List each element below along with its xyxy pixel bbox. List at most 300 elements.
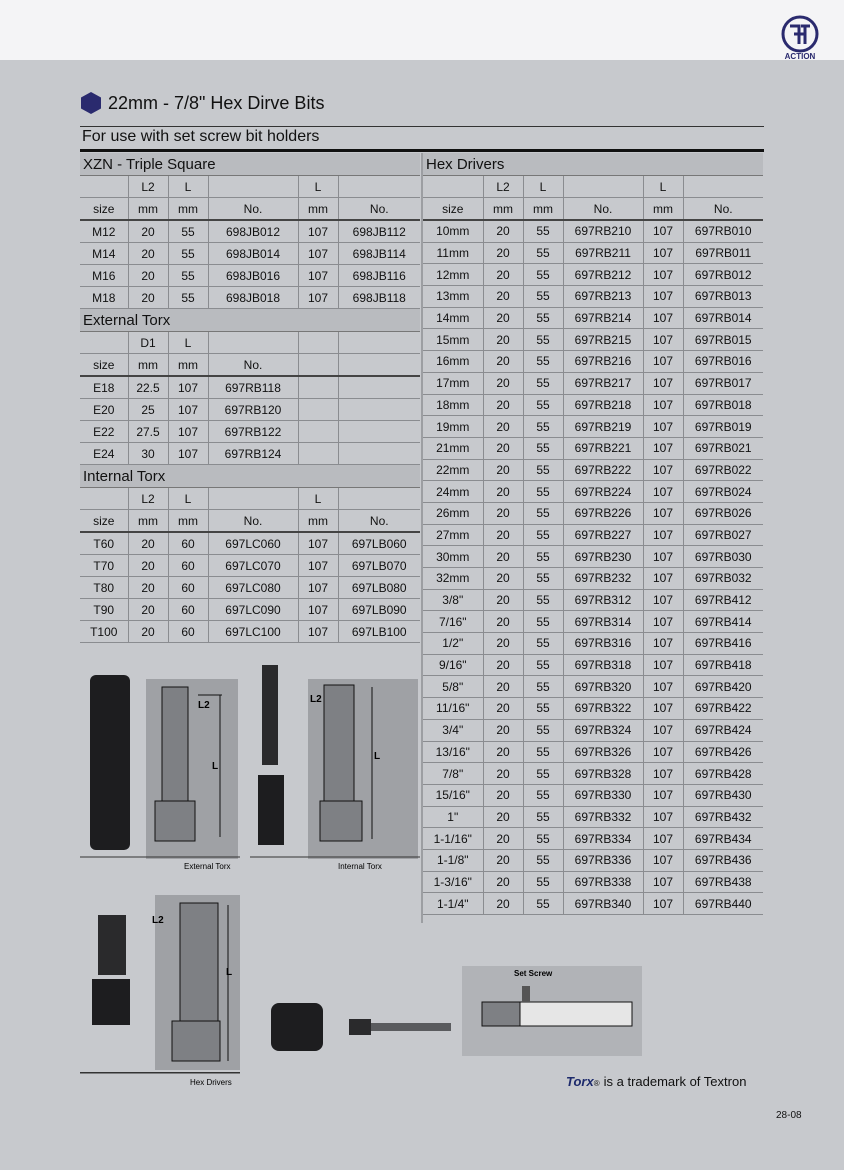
- table-cell: 55: [523, 871, 563, 893]
- table-cell: 20: [128, 577, 168, 599]
- table-row: [80, 532, 420, 555]
- table-cell: 698JB018: [208, 287, 298, 309]
- header-cell: size: [423, 198, 483, 221]
- table-cell: 107: [643, 459, 683, 481]
- trademark-text: is a trademark of Textron: [603, 1074, 747, 1089]
- dim-l2-label: L2: [310, 694, 322, 705]
- table-cell: 697RB118: [208, 376, 298, 399]
- table-cell: 697RB024: [683, 481, 763, 503]
- table-cell: 697RB022: [683, 459, 763, 481]
- table-cell: 697RB210: [563, 220, 643, 242]
- table-row: [423, 763, 763, 785]
- header-cell: mm: [128, 198, 168, 221]
- header-cell: L: [168, 176, 208, 198]
- table-cell: 697RB432: [683, 806, 763, 828]
- table-row: [80, 220, 420, 243]
- table-row: [423, 459, 763, 481]
- top-bar: [0, 0, 844, 60]
- registered-mark: ®: [593, 1079, 600, 1088]
- header-cell: mm: [168, 354, 208, 377]
- table-row: [423, 307, 763, 329]
- table-cell: 20: [483, 806, 523, 828]
- table-cell: 697RB221: [563, 437, 643, 459]
- dim-l-label: L: [374, 751, 381, 762]
- table-cell: 698JB016: [208, 265, 298, 287]
- table-cell: 697RB426: [683, 741, 763, 763]
- set-screw-label: Set Screw: [514, 969, 553, 978]
- socket-photo: [90, 675, 130, 850]
- table-cell: 20: [483, 220, 523, 242]
- table-cell: 107: [643, 416, 683, 438]
- table-header-row: [80, 332, 420, 354]
- table-cell: 697RB222: [563, 459, 643, 481]
- dim-l2-label: L2: [198, 700, 210, 711]
- subtitle: For use with set screw bit holders: [82, 128, 320, 145]
- table-row: [423, 633, 763, 655]
- table-cell: E20: [80, 399, 128, 421]
- header-cell: [208, 488, 298, 510]
- table-cell: 55: [523, 220, 563, 242]
- table-row: [423, 286, 763, 308]
- table-row: [423, 546, 763, 568]
- header-cell: size: [80, 510, 128, 533]
- table-cell: 16mm: [423, 351, 483, 373]
- table-cell: 55: [523, 242, 563, 264]
- left-tables: [80, 153, 420, 643]
- table-cell: 697RB416: [683, 633, 763, 655]
- table-cell: 20: [483, 394, 523, 416]
- table-cell: 107: [643, 611, 683, 633]
- table-cell: 698JB112: [338, 220, 420, 243]
- table-cell: 107: [643, 502, 683, 524]
- table-cell: 697RB424: [683, 719, 763, 741]
- header-cell: [423, 176, 483, 198]
- table-cell: 107: [643, 220, 683, 242]
- table-cell: 697RB226: [563, 502, 643, 524]
- table-cell: 697LC090: [208, 599, 298, 621]
- table-cell: 55: [523, 719, 563, 741]
- header-cell: [338, 176, 420, 198]
- table-cell: 20: [483, 286, 523, 308]
- page-title: 22mm - 7/8" Hex Dirve Bits: [108, 92, 325, 113]
- table-cell: 697RB213: [563, 286, 643, 308]
- table-cell: [298, 376, 338, 399]
- table-cell: 3/4": [423, 719, 483, 741]
- table-row: [423, 329, 763, 351]
- table-row: [423, 849, 763, 871]
- table-cell: 20: [483, 329, 523, 351]
- table-cell: 107: [643, 828, 683, 850]
- header-cell: [298, 354, 338, 377]
- table-cell: 697RB340: [563, 893, 643, 915]
- table-cell: 107: [643, 719, 683, 741]
- header-cell: [80, 332, 128, 354]
- header-cell: mm: [298, 198, 338, 221]
- table-cell: 55: [523, 307, 563, 329]
- table-header-row: [80, 488, 420, 510]
- table-cell: 20: [128, 621, 168, 643]
- table-cell: 20: [483, 828, 523, 850]
- table-cell: 20: [483, 589, 523, 611]
- table-row: [423, 242, 763, 264]
- table-cell: 30mm: [423, 546, 483, 568]
- table-row: [423, 871, 763, 893]
- caption-external-torx: External Torx: [184, 862, 231, 871]
- table-cell: 107: [643, 329, 683, 351]
- table-cell: 20: [128, 599, 168, 621]
- table-cell: 55: [523, 437, 563, 459]
- table-cell: 697RB122: [208, 421, 298, 443]
- table-cell: 697RB217: [563, 372, 643, 394]
- table-cell: 55: [523, 264, 563, 286]
- table-cell: E24: [80, 443, 128, 465]
- table-cell: 107: [168, 443, 208, 465]
- table-cell: 25: [128, 399, 168, 421]
- table-cell: 697RB438: [683, 871, 763, 893]
- header-cell: No.: [683, 198, 763, 221]
- right-tables: [423, 153, 763, 915]
- table-row: [423, 220, 763, 242]
- table-cell: 697RB232: [563, 568, 643, 590]
- table-cell: 107: [168, 399, 208, 421]
- table-cell: 107: [298, 577, 338, 599]
- table-cell: 697RB338: [563, 871, 643, 893]
- table-cell: 107: [643, 437, 683, 459]
- table-cell: 107: [643, 784, 683, 806]
- header-cell: No.: [208, 510, 298, 533]
- table-cell: 20: [128, 532, 168, 555]
- table-header-row: [80, 510, 420, 533]
- page-header: [80, 90, 324, 116]
- table-cell: 107: [643, 546, 683, 568]
- table-cell: 697RB322: [563, 698, 643, 720]
- table-cell: 107: [643, 481, 683, 503]
- trademark-note: [566, 1074, 746, 1089]
- table-cell: 55: [523, 611, 563, 633]
- header-cell: [208, 332, 298, 354]
- table-cell: 107: [298, 220, 338, 243]
- table-cell: 697RB318: [563, 654, 643, 676]
- table-cell: 60: [168, 621, 208, 643]
- external-torx-figure: [80, 665, 240, 875]
- table-cell: 55: [168, 220, 208, 243]
- bit-holder-photo: [265, 995, 455, 1060]
- table-row: [423, 698, 763, 720]
- table-cell: 20: [483, 437, 523, 459]
- table-cell: 698JB116: [338, 265, 420, 287]
- header-cell: L: [298, 488, 338, 510]
- table-cell: 697RB227: [563, 524, 643, 546]
- table-cell: 697RB124: [208, 443, 298, 465]
- table-cell: 20: [483, 763, 523, 785]
- table-cell: 7/16": [423, 611, 483, 633]
- header-cell: [338, 332, 420, 354]
- header-cell: No.: [338, 510, 420, 533]
- table-cell: 24mm: [423, 481, 483, 503]
- hex-table: [423, 153, 763, 915]
- table-cell: 697LB080: [338, 577, 420, 599]
- divider: [80, 1072, 240, 1073]
- table-cell: 20: [128, 555, 168, 577]
- header-cell: L: [523, 176, 563, 198]
- dim-l-label: L: [212, 761, 219, 772]
- table-cell: 10mm: [423, 220, 483, 242]
- table-cell: 20: [128, 287, 168, 309]
- table-cell: 697RB214: [563, 307, 643, 329]
- table-cell: 697RB334: [563, 828, 643, 850]
- table-cell: 107: [643, 871, 683, 893]
- header-cell: mm: [128, 354, 168, 377]
- table-cell: M18: [80, 287, 128, 309]
- table-cell: 60: [168, 599, 208, 621]
- table-cell: 18mm: [423, 394, 483, 416]
- table-cell: 697RB211: [563, 242, 643, 264]
- table-cell: 697RB414: [683, 611, 763, 633]
- table-cell: 13/16": [423, 741, 483, 763]
- table-cell: 697RB434: [683, 828, 763, 850]
- table-cell: 107: [643, 264, 683, 286]
- table-cell: 107: [168, 376, 208, 399]
- table-cell: 11mm: [423, 242, 483, 264]
- table-row: [80, 287, 420, 309]
- table-cell: 55: [523, 676, 563, 698]
- table-row: [423, 351, 763, 373]
- caption-internal-torx: Internal Torx: [338, 862, 382, 871]
- table-row: [423, 481, 763, 503]
- table-cell: 20: [483, 784, 523, 806]
- table-cell: 697RB320: [563, 676, 643, 698]
- table-row: [80, 621, 420, 643]
- set-screw-diagram: [462, 966, 642, 1056]
- table-cell: 697RB030: [683, 546, 763, 568]
- table-cell: 697RB015: [683, 329, 763, 351]
- header-cell: L2: [128, 488, 168, 510]
- header-cell: mm: [523, 198, 563, 221]
- header-cell: mm: [298, 510, 338, 533]
- table-cell: 55: [523, 546, 563, 568]
- table-cell: 20: [483, 676, 523, 698]
- table-cell: 7/8": [423, 763, 483, 785]
- int-torx-table: [80, 465, 420, 643]
- table-cell: [338, 421, 420, 443]
- table-cell: 697RB017: [683, 372, 763, 394]
- hexagon-icon: [80, 91, 102, 115]
- table-cell: 697RB021: [683, 437, 763, 459]
- table-cell: [338, 399, 420, 421]
- table-cell: 3/8": [423, 589, 483, 611]
- table-cell: 697LC060: [208, 532, 298, 555]
- table-cell: T90: [80, 599, 128, 621]
- table-cell: 20: [483, 698, 523, 720]
- table-row: [423, 502, 763, 524]
- table-cell: 697RB014: [683, 307, 763, 329]
- table-row: [423, 437, 763, 459]
- table-cell: 20: [128, 243, 168, 265]
- header-cell: No.: [563, 198, 643, 221]
- page-number: 28-08: [776, 1110, 802, 1121]
- table-cell: 107: [298, 532, 338, 555]
- table-row: [423, 828, 763, 850]
- table-cell: 20: [483, 481, 523, 503]
- table-cell: 107: [643, 351, 683, 373]
- table-cell: 20: [483, 372, 523, 394]
- header-cell: [338, 354, 420, 377]
- table-cell: 55: [523, 502, 563, 524]
- table-cell: 60: [168, 577, 208, 599]
- table-cell: 60: [168, 532, 208, 555]
- table-cell: 107: [643, 286, 683, 308]
- table-row: [423, 741, 763, 763]
- table-row: [80, 376, 420, 399]
- header-cell: L: [643, 176, 683, 198]
- table-cell: 22mm: [423, 459, 483, 481]
- header-cell: No.: [208, 354, 298, 377]
- table-row: [80, 555, 420, 577]
- header-cell: [208, 176, 298, 198]
- table-cell: [298, 421, 338, 443]
- table-cell: 20: [483, 633, 523, 655]
- table-cell: 27.5: [128, 421, 168, 443]
- table-cell: 697RB215: [563, 329, 643, 351]
- dim-l2-label: L2: [152, 915, 164, 926]
- table-row: [423, 719, 763, 741]
- table-cell: 20: [483, 502, 523, 524]
- table-cell: 55: [523, 893, 563, 915]
- torx-brand: Torx: [566, 1074, 594, 1089]
- table-cell: 55: [523, 589, 563, 611]
- hex-drivers-figure: [80, 895, 240, 1090]
- table-cell: 697RB010: [683, 220, 763, 242]
- table-cell: 32mm: [423, 568, 483, 590]
- table-cell: T70: [80, 555, 128, 577]
- table-cell: 697RB016: [683, 351, 763, 373]
- table-cell: 697RB013: [683, 286, 763, 308]
- table-cell: 697RB120: [208, 399, 298, 421]
- table-cell: 697RB027: [683, 524, 763, 546]
- table-cell: E18: [80, 376, 128, 399]
- table-cell: 697RB324: [563, 719, 643, 741]
- table-cell: 107: [643, 676, 683, 698]
- table-cell: 107: [643, 849, 683, 871]
- table-cell: 697RB212: [563, 264, 643, 286]
- table-cell: 55: [523, 633, 563, 655]
- table-cell: 1-1/16": [423, 828, 483, 850]
- table-cell: 697RB326: [563, 741, 643, 763]
- table-cell: 26mm: [423, 502, 483, 524]
- table-cell: 55: [523, 654, 563, 676]
- table-cell: 107: [643, 633, 683, 655]
- table-cell: 55: [523, 741, 563, 763]
- table-cell: 30: [128, 443, 168, 465]
- table-cell: 15mm: [423, 329, 483, 351]
- table-header-row: [423, 198, 763, 221]
- table-cell: 697RB316: [563, 633, 643, 655]
- brand-name: ACTION: [784, 52, 816, 61]
- table-cell: 107: [298, 265, 338, 287]
- table-cell: 14mm: [423, 307, 483, 329]
- header-cell: L: [298, 176, 338, 198]
- table-cell: 697RB332: [563, 806, 643, 828]
- section-title: XZN - Triple Square: [80, 153, 420, 176]
- table-cell: 20: [483, 893, 523, 915]
- section-title: Hex Drivers: [423, 153, 763, 176]
- section-title: External Torx: [80, 309, 420, 332]
- table-cell: 107: [643, 242, 683, 264]
- table-row: [423, 676, 763, 698]
- table-cell: 107: [643, 893, 683, 915]
- table-cell: 107: [643, 763, 683, 785]
- header-cell: [298, 332, 338, 354]
- table-cell: 20: [483, 568, 523, 590]
- table-cell: 107: [298, 555, 338, 577]
- table-cell: 20: [483, 524, 523, 546]
- header-cell: [338, 488, 420, 510]
- table-row: [80, 599, 420, 621]
- table-cell: 17mm: [423, 372, 483, 394]
- section-title: Internal Torx: [80, 465, 420, 488]
- table-cell: 55: [168, 287, 208, 309]
- table-cell: 107: [168, 421, 208, 443]
- table-cell: 55: [523, 806, 563, 828]
- table-cell: 55: [523, 416, 563, 438]
- table-cell: 107: [298, 287, 338, 309]
- brand-logo: [770, 14, 830, 62]
- table-cell: 697LB070: [338, 555, 420, 577]
- header-cell: mm: [128, 510, 168, 533]
- table-cell: 698JB118: [338, 287, 420, 309]
- table-cell: 697RB011: [683, 242, 763, 264]
- table-header-row: [80, 354, 420, 377]
- table-cell: 1-1/8": [423, 849, 483, 871]
- header-cell: L2: [483, 176, 523, 198]
- table-cell: 20: [483, 307, 523, 329]
- table-cell: 697LB060: [338, 532, 420, 555]
- header-cell: size: [80, 198, 128, 221]
- table-cell: 697RB430: [683, 784, 763, 806]
- table-cell: 107: [298, 243, 338, 265]
- table-cell: 55: [523, 524, 563, 546]
- table-cell: 55: [523, 763, 563, 785]
- table-cell: 20: [483, 242, 523, 264]
- table-cell: [338, 376, 420, 399]
- header-cell: No.: [338, 198, 420, 221]
- table-cell: 11/16": [423, 698, 483, 720]
- table-cell: 55: [523, 351, 563, 373]
- xzn-table: [80, 153, 420, 309]
- table-cell: 1": [423, 806, 483, 828]
- table-row: [80, 399, 420, 421]
- table-cell: 107: [643, 394, 683, 416]
- table-cell: 697RB336: [563, 849, 643, 871]
- table-cell: 107: [643, 307, 683, 329]
- table-cell: E22: [80, 421, 128, 443]
- table-cell: 1-1/4": [423, 893, 483, 915]
- table-cell: 21mm: [423, 437, 483, 459]
- table-cell: 697LC070: [208, 555, 298, 577]
- table-row: [423, 264, 763, 286]
- table-cell: 697LB090: [338, 599, 420, 621]
- table-cell: 9/16": [423, 654, 483, 676]
- table-cell: M14: [80, 243, 128, 265]
- table-cell: 697RB418: [683, 654, 763, 676]
- table-cell: T80: [80, 577, 128, 599]
- table-cell: M12: [80, 220, 128, 243]
- table-cell: 697RB224: [563, 481, 643, 503]
- table-cell: 697RB314: [563, 611, 643, 633]
- table-cell: 107: [643, 654, 683, 676]
- table-row: [423, 654, 763, 676]
- divider: [80, 126, 764, 127]
